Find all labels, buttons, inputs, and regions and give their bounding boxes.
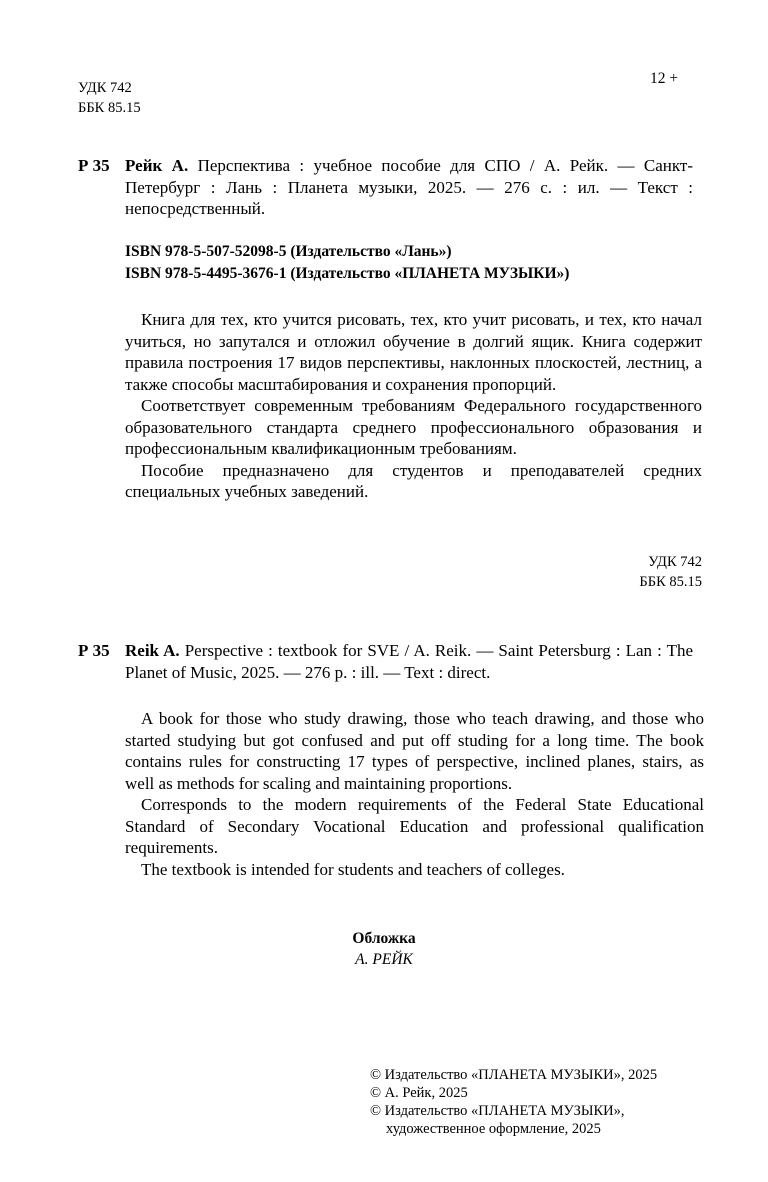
bibliographic-record-ru [125, 155, 693, 220]
udk-code: УДК 742 [648, 554, 702, 570]
author-mark-en: Р 35 [78, 641, 110, 660]
bibliographic-record-en [125, 640, 693, 683]
abstract-en-paragraph: Corresponds to the modern requirements of the Federal State Educational Standard of Secondary Vocational Education and professional qualification requirements. [125, 795, 704, 857]
cover-label: Обложка [352, 930, 416, 947]
abstract-ru [125, 309, 702, 503]
author-name-en: Reik A. [125, 641, 180, 660]
copyright-line: © Издательство «ПЛАНЕТА МУЗЫКИ», [370, 1103, 625, 1119]
abstract-ru-paragraph: Книга для тех, кто учится рисовать, тех, кто учит рисовать, и тех, кто начал учиться, но запутался и отложил обучение в долгий ящик. Книга содержит правила построения 17 видов перспективы, наклонных плоскостей, лестниц, а также способы масштабирования и сохранения пропорций. [125, 310, 702, 394]
classification-codes-bottom [500, 552, 702, 592]
copyright-block [370, 1066, 700, 1138]
classification-codes-top [78, 78, 141, 118]
record-description-ru: Перспектива : учебное пособие для СПО / А. Рейк. — Санкт-Петербург : Лань : Планета музыки, 2025. — 276 с. : ил. — Текст : непосредственный. [125, 156, 693, 218]
copyright-line-continuation: художественное оформление, 2025 [386, 1121, 601, 1137]
bbk-code: ББК 85.15 [639, 574, 702, 590]
isbn-block [125, 241, 700, 284]
copyright-line: © Издательство «ПЛАНЕТА МУЗЫКИ», 2025 [370, 1067, 658, 1083]
age-rating: 12 + [650, 70, 679, 87]
abstract-en [125, 708, 704, 880]
abstract-ru-paragraph: Соответствует современным требованиям Федерального государственного образовательного стандарта среднего профессионального образования и профессиональным квалификационным требованиям. [125, 396, 702, 458]
record-description-en: Perspective : textbook for SVE / A. Reik. — Saint Petersburg : Lan : The Planet of Music, 2025. — 276 p. : ill. — Text : direct. [125, 641, 694, 682]
isbn-planet-music: ISBN 978-5-4495-3676-1 (Издательство «ПЛАНЕТА МУЗЫКИ») [125, 264, 570, 282]
bbk-code: ББК 85.15 [78, 100, 141, 116]
abstract-ru-paragraph: Пособие предназначено для студентов и преподавателей средних специальных учебных заведений. [125, 460, 702, 501]
abstract-en-paragraph: The textbook is intended for students and teachers of colleges. [141, 859, 565, 879]
copyright-line: © А. Рейк, 2025 [370, 1085, 468, 1101]
cover-artist: А. РЕЙК [355, 951, 413, 968]
isbn-lan: ISBN 978-5-507-52098-5 (Издательство «Лань») [125, 243, 452, 260]
cover-credit [284, 928, 484, 970]
udk-code: УДК 742 [78, 80, 132, 96]
author-name-ru: Рейк А. [125, 156, 189, 175]
author-mark-ru: Р 35 [78, 156, 110, 175]
abstract-en-paragraph: A book for those who study drawing, those who teach drawing, and those who started studying but got confused and put off studing for a long time. The book contains rules for constructing 17 types of perspective, inclined planes, stairs, as well as methods for scaling and maintaining proportions. [125, 709, 704, 793]
